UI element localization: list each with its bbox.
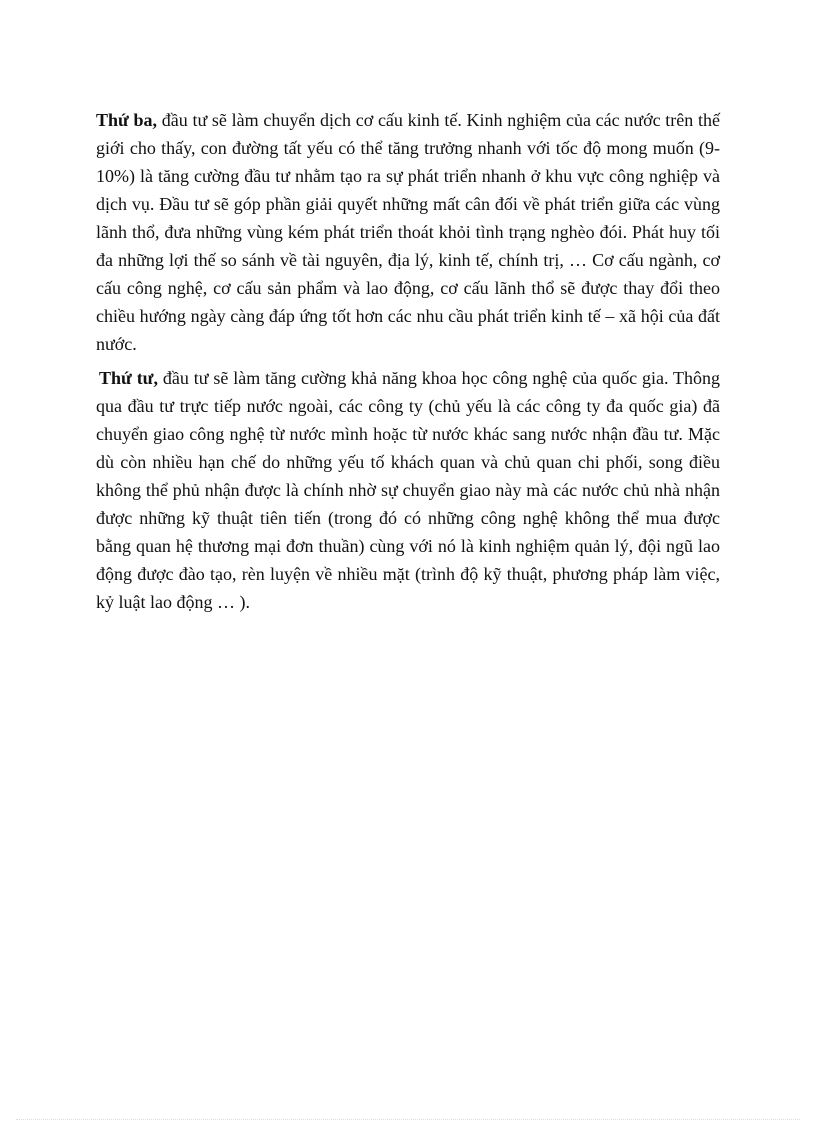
- paragraph-text: đầu tư sẽ làm tăng cường khả năng khoa học công nghệ của quốc gia. Thông qua đầu tư trực tiếp nước ngoài, các công ty (chủ yếu là các công ty đa quốc gia) đã chuyển giao công nghệ từ nước mình hoặc từ nước khác sang nước nhận đầu tư. Mặc dù còn nhiều hạn chế do những yếu tố khách quan và chủ quan chi phối, song điều không thể phủ nhận được là chính nhờ sự chuyển giao này mà các nước chủ nhà nhận được những kỹ thuật tiên tiến (trong đó có những công nghệ không thể mua được bằng quan hệ thương mại đơn thuần) cùng với nó là kinh nghiệm quản lý, đội ngũ lao động được đào tạo, rèn luyện về nhiều mặt (trình độ kỹ thuật, phương pháp làm việc, kỷ luật lao động … ).: [96, 368, 720, 612]
- page-bottom-rule: [16, 1119, 800, 1120]
- paragraph-lead: Thứ ba,: [96, 110, 158, 130]
- paragraph-thu-ba: [96, 106, 720, 358]
- paragraph-lead: Thứ tư,: [99, 368, 158, 388]
- paragraph-text: đầu tư sẽ làm chuyển dịch cơ cấu kinh tế. Kinh nghiệm của các nước trên thế giới cho thấy, con đường tất yếu có thể tăng trưởng nhanh với tốc độ mong muốn (9-10%) là tăng cường đầu tư nhằm tạo ra sự phát triển nhanh ở khu vực công nghiệp và dịch vụ. Đầu tư sẽ góp phần giải quyết những mất cân đối về phát triển giữa các vùng lãnh thổ, đưa những vùng kém phát triển thoát khỏi tình trạng nghèo đói. Phát huy tối đa những lợi thế so sánh về tài nguyên, địa lý, kinh tế, chính trị, … Cơ cấu ngành, cơ cấu công nghệ, cơ cấu sản phẩm và lao động, cơ cấu lãnh thổ sẽ được thay đổi theo chiều hướng ngày càng đáp ứng tốt hơn các nhu cầu phát triển kinh tế – xã hội của đất nước.: [96, 110, 720, 354]
- paragraph-thu-tu: [96, 364, 720, 616]
- document-body: [96, 106, 720, 616]
